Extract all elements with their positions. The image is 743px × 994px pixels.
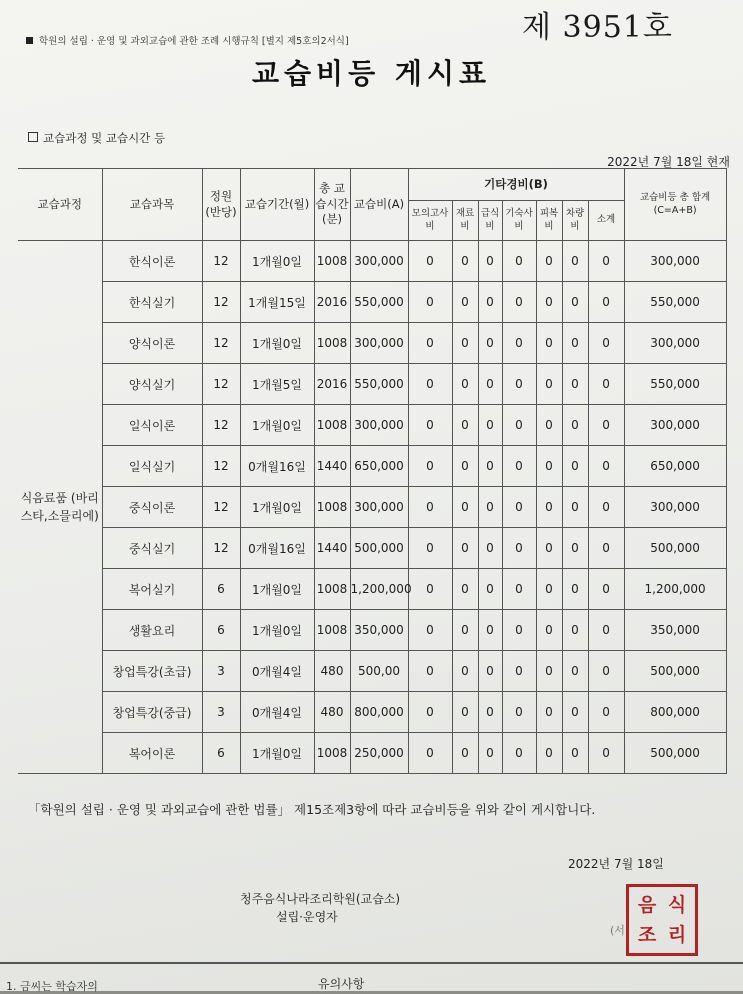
cell-material: 0 (452, 733, 478, 774)
cell-vehicle: 0 (562, 487, 588, 528)
section-label (28, 130, 165, 146)
cell-dorm: 0 (502, 569, 536, 610)
cell-material: 0 (452, 487, 478, 528)
cell-subtotal: 0 (588, 364, 624, 405)
handwritten-number: 제 3951호 (522, 10, 673, 45)
cell-tuition: 550,000 (350, 282, 408, 323)
cell-mock: 0 (408, 692, 452, 733)
cell-subject: 일식이론 (102, 405, 202, 446)
cell-vehicle: 0 (562, 528, 588, 569)
table-row (18, 569, 726, 610)
cell-uniform: 0 (536, 487, 562, 528)
table-row (18, 446, 726, 487)
table-row (18, 364, 726, 405)
cell-tuition: 300,000 (350, 241, 408, 282)
table-row (18, 733, 726, 774)
seal-char: 음 (637, 893, 657, 916)
cell-hours: 1440 (314, 528, 350, 569)
cell-uniform: 0 (536, 692, 562, 733)
cell-material: 0 (452, 282, 478, 323)
regulation-header (26, 33, 349, 47)
cell-mock: 0 (408, 569, 452, 610)
header-material: 재료비 (452, 201, 478, 241)
cell-period: 0개월4일 (240, 692, 314, 733)
header-tuition: 교습비(A) (350, 169, 408, 241)
cell-meal: 0 (478, 323, 502, 364)
cell-dorm: 0 (502, 651, 536, 692)
header-course: 교습과정 (18, 169, 102, 241)
cell-mock: 0 (408, 651, 452, 692)
header-vehicle: 차량비 (562, 201, 588, 241)
signature-mark: (서 (610, 924, 625, 937)
table-row (18, 405, 726, 446)
cell-material: 0 (452, 241, 478, 282)
cell-total: 650,000 (624, 446, 726, 487)
cell-period: 1개월0일 (240, 405, 314, 446)
cell-tuition: 350,000 (350, 610, 408, 651)
cell-uniform: 0 (536, 733, 562, 774)
cell-capacity: 6 (202, 733, 240, 774)
regulation-text: 학원의 설립 · 운영 및 과외교습에 관한 조례 시행규칙 [별지 제5호의2서식] (39, 36, 349, 47)
cell-hours: 1008 (314, 241, 350, 282)
cell-mock: 0 (408, 323, 452, 364)
cell-uniform: 0 (536, 569, 562, 610)
cell-subject: 일식실기 (102, 446, 202, 487)
seal-char: 식 (667, 893, 687, 916)
cell-total: 800,000 (624, 692, 726, 733)
academy-seal (626, 884, 698, 956)
cell-period: 0개월16일 (240, 446, 314, 487)
cell-period: 1개월5일 (240, 364, 314, 405)
cell-tuition: 1,200,000 (350, 569, 408, 610)
header-subject: 교습과목 (102, 169, 202, 241)
header-subtotal: 소계 (588, 201, 624, 241)
cell-subject: 생활요리 (102, 610, 202, 651)
cell-meal: 0 (478, 241, 502, 282)
cell-dorm: 0 (502, 323, 536, 364)
cell-period: 1개월15일 (240, 282, 314, 323)
header-total: 교습비등 총 합계 (C=A+B) (624, 169, 726, 241)
cell-vehicle: 0 (562, 446, 588, 487)
cell-dorm: 0 (502, 528, 536, 569)
cell-period: 0개월4일 (240, 651, 314, 692)
table-row (18, 610, 726, 651)
cell-mock: 0 (408, 733, 452, 774)
header-capacity: 정원(반당) (202, 169, 240, 241)
cell-dorm: 0 (502, 733, 536, 774)
cell-material: 0 (452, 364, 478, 405)
cell-capacity: 6 (202, 569, 240, 610)
cell-dorm: 0 (502, 364, 536, 405)
cell-mock: 0 (408, 610, 452, 651)
cell-subtotal: 0 (588, 692, 624, 733)
cell-material: 0 (452, 528, 478, 569)
cell-meal: 0 (478, 733, 502, 774)
cell-subtotal: 0 (588, 528, 624, 569)
table-row (18, 323, 726, 364)
cell-subtotal: 0 (588, 405, 624, 446)
cell-mock: 0 (408, 282, 452, 323)
cell-dorm: 0 (502, 692, 536, 733)
cell-subject: 중식이론 (102, 487, 202, 528)
cell-hours: 1440 (314, 446, 350, 487)
cell-meal: 0 (478, 569, 502, 610)
cell-tuition: 550,000 (350, 364, 408, 405)
cell-capacity: 3 (202, 651, 240, 692)
cell-material: 0 (452, 610, 478, 651)
cell-subject: 한식이론 (102, 241, 202, 282)
cell-material: 0 (452, 569, 478, 610)
cell-capacity: 12 (202, 282, 240, 323)
cell-meal: 0 (478, 282, 502, 323)
cell-uniform: 0 (536, 282, 562, 323)
cell-vehicle: 0 (562, 323, 588, 364)
seal-char: 리 (667, 923, 687, 946)
posting-date: 2022년 7월 18일 (568, 857, 664, 871)
cell-tuition: 650,000 (350, 446, 408, 487)
cell-material: 0 (452, 323, 478, 364)
cell-subtotal: 0 (588, 323, 624, 364)
cell-capacity: 12 (202, 487, 240, 528)
cell-uniform: 0 (536, 446, 562, 487)
academy-name: 청주음식나라조리학원(교습소) (240, 892, 401, 906)
notice-title: 유의사항 (318, 977, 365, 991)
cell-vehicle: 0 (562, 282, 588, 323)
cell-meal: 0 (478, 405, 502, 446)
cell-vehicle: 0 (562, 569, 588, 610)
cell-period: 1개월0일 (240, 610, 314, 651)
cell-total: 350,000 (624, 610, 726, 651)
cell-mock: 0 (408, 405, 452, 446)
notice-first-line: 1. 금씨는 학습자의 (6, 980, 98, 993)
cell-subtotal: 0 (588, 610, 624, 651)
cell-material: 0 (452, 692, 478, 733)
cell-meal: 0 (478, 528, 502, 569)
cell-tuition: 250,000 (350, 733, 408, 774)
cell-total: 300,000 (624, 487, 726, 528)
cell-capacity: 6 (202, 610, 240, 651)
page-title: 교습비등 게시표 (251, 57, 492, 90)
operator-label: 설립·운영자 (276, 910, 338, 924)
cell-uniform: 0 (536, 241, 562, 282)
table-row (18, 528, 726, 569)
cell-tuition: 500,00 (350, 651, 408, 692)
cell-hours: 1008 (314, 733, 350, 774)
cell-uniform: 0 (536, 528, 562, 569)
table-row (18, 651, 726, 692)
cell-total: 500,000 (624, 528, 726, 569)
cell-hours: 1008 (314, 569, 350, 610)
course-cell: 식음료품 (바리스타,소믈리에) (18, 241, 102, 774)
cell-material: 0 (452, 651, 478, 692)
cell-period: 1개월0일 (240, 241, 314, 282)
cell-total: 500,000 (624, 733, 726, 774)
cell-period: 1개월0일 (240, 323, 314, 364)
cell-dorm: 0 (502, 487, 536, 528)
header-uniform: 피복비 (536, 201, 562, 241)
cell-total: 550,000 (624, 364, 726, 405)
table-row (18, 692, 726, 733)
cell-mock: 0 (408, 364, 452, 405)
cell-mock: 0 (408, 487, 452, 528)
cell-vehicle: 0 (562, 241, 588, 282)
square-bullet-icon (26, 37, 33, 44)
cell-subtotal: 0 (588, 569, 624, 610)
cell-vehicle: 0 (562, 692, 588, 733)
cell-hours: 2016 (314, 364, 350, 405)
cell-dorm: 0 (502, 241, 536, 282)
cell-subject: 중식실기 (102, 528, 202, 569)
cell-hours: 1008 (314, 487, 350, 528)
cell-tuition: 300,000 (350, 487, 408, 528)
table-body (18, 241, 726, 774)
cell-subject: 복어실기 (102, 569, 202, 610)
cell-period: 1개월0일 (240, 487, 314, 528)
cell-hours: 480 (314, 651, 350, 692)
cell-total: 300,000 (624, 241, 726, 282)
cell-total: 1,200,000 (624, 569, 726, 610)
cell-subtotal: 0 (588, 282, 624, 323)
cell-capacity: 12 (202, 528, 240, 569)
cell-tuition: 800,000 (350, 692, 408, 733)
cell-material: 0 (452, 446, 478, 487)
cell-mock: 0 (408, 446, 452, 487)
cell-period: 1개월0일 (240, 569, 314, 610)
cell-capacity: 12 (202, 364, 240, 405)
cell-subject: 창업특강(중급) (102, 692, 202, 733)
cell-total: 300,000 (624, 405, 726, 446)
cell-material: 0 (452, 405, 478, 446)
cell-uniform: 0 (536, 405, 562, 446)
cell-tuition: 300,000 (350, 405, 408, 446)
posting-statement: 「학원의 설립 · 운영 및 과외교습에 관한 법률」 제15조제3항에 따라 교습비등을 위와 같이 게시합니다. (28, 802, 596, 817)
cell-tuition: 500,000 (350, 528, 408, 569)
cell-dorm: 0 (502, 405, 536, 446)
cell-meal: 0 (478, 610, 502, 651)
cell-hours: 1008 (314, 323, 350, 364)
cell-hours: 2016 (314, 282, 350, 323)
cell-capacity: 12 (202, 446, 240, 487)
cell-uniform: 0 (536, 651, 562, 692)
cell-total: 500,000 (624, 651, 726, 692)
as-of-date: 2022년 7월 18일 현재 (607, 155, 730, 169)
tuition-table (18, 168, 727, 774)
cell-subject: 복어이론 (102, 733, 202, 774)
header-hours: 총 교습시간(분) (314, 169, 350, 241)
cell-mock: 0 (408, 241, 452, 282)
cell-total: 300,000 (624, 323, 726, 364)
cell-capacity: 12 (202, 405, 240, 446)
section-label-text: 교습과정 및 교습시간 등 (43, 131, 166, 145)
seal-char: 조 (637, 923, 657, 946)
cell-total: 550,000 (624, 282, 726, 323)
cell-subtotal: 0 (588, 733, 624, 774)
cell-vehicle: 0 (562, 733, 588, 774)
header-period: 교습기간(월) (240, 169, 314, 241)
cell-subject: 한식실기 (102, 282, 202, 323)
header-dorm: 기숙사비 (502, 201, 536, 241)
cell-meal: 0 (478, 651, 502, 692)
table-row (18, 241, 726, 282)
cell-meal: 0 (478, 446, 502, 487)
cell-vehicle: 0 (562, 651, 588, 692)
header-other-expenses: 기타경비(B) (408, 169, 624, 201)
table-row (18, 487, 726, 528)
bottom-divider (0, 962, 743, 964)
cell-meal: 0 (478, 487, 502, 528)
cell-vehicle: 0 (562, 405, 588, 446)
header-mock: 모의고사비 (408, 201, 452, 241)
cell-subject: 창업특강(초급) (102, 651, 202, 692)
cell-dorm: 0 (502, 446, 536, 487)
cell-meal: 0 (478, 364, 502, 405)
cell-uniform: 0 (536, 323, 562, 364)
header-meal: 급식비 (478, 201, 502, 241)
cell-period: 0개월16일 (240, 528, 314, 569)
cell-capacity: 3 (202, 692, 240, 733)
cell-capacity: 12 (202, 241, 240, 282)
cell-hours: 480 (314, 692, 350, 733)
cell-mock: 0 (408, 528, 452, 569)
cell-vehicle: 0 (562, 610, 588, 651)
cell-subject: 양식실기 (102, 364, 202, 405)
cell-hours: 1008 (314, 405, 350, 446)
cell-dorm: 0 (502, 610, 536, 651)
cell-hours: 1008 (314, 610, 350, 651)
cell-capacity: 12 (202, 323, 240, 364)
cell-period: 1개월0일 (240, 733, 314, 774)
cell-subject: 양식이론 (102, 323, 202, 364)
checkbox-square-icon (28, 132, 38, 142)
cell-subtotal: 0 (588, 241, 624, 282)
cell-subtotal: 0 (588, 446, 624, 487)
cell-tuition: 300,000 (350, 323, 408, 364)
cell-dorm: 0 (502, 282, 536, 323)
cell-uniform: 0 (536, 364, 562, 405)
cell-uniform: 0 (536, 610, 562, 651)
cell-meal: 0 (478, 692, 502, 733)
table-row (18, 282, 726, 323)
cell-vehicle: 0 (562, 364, 588, 405)
cell-subtotal: 0 (588, 651, 624, 692)
cell-subtotal: 0 (588, 487, 624, 528)
